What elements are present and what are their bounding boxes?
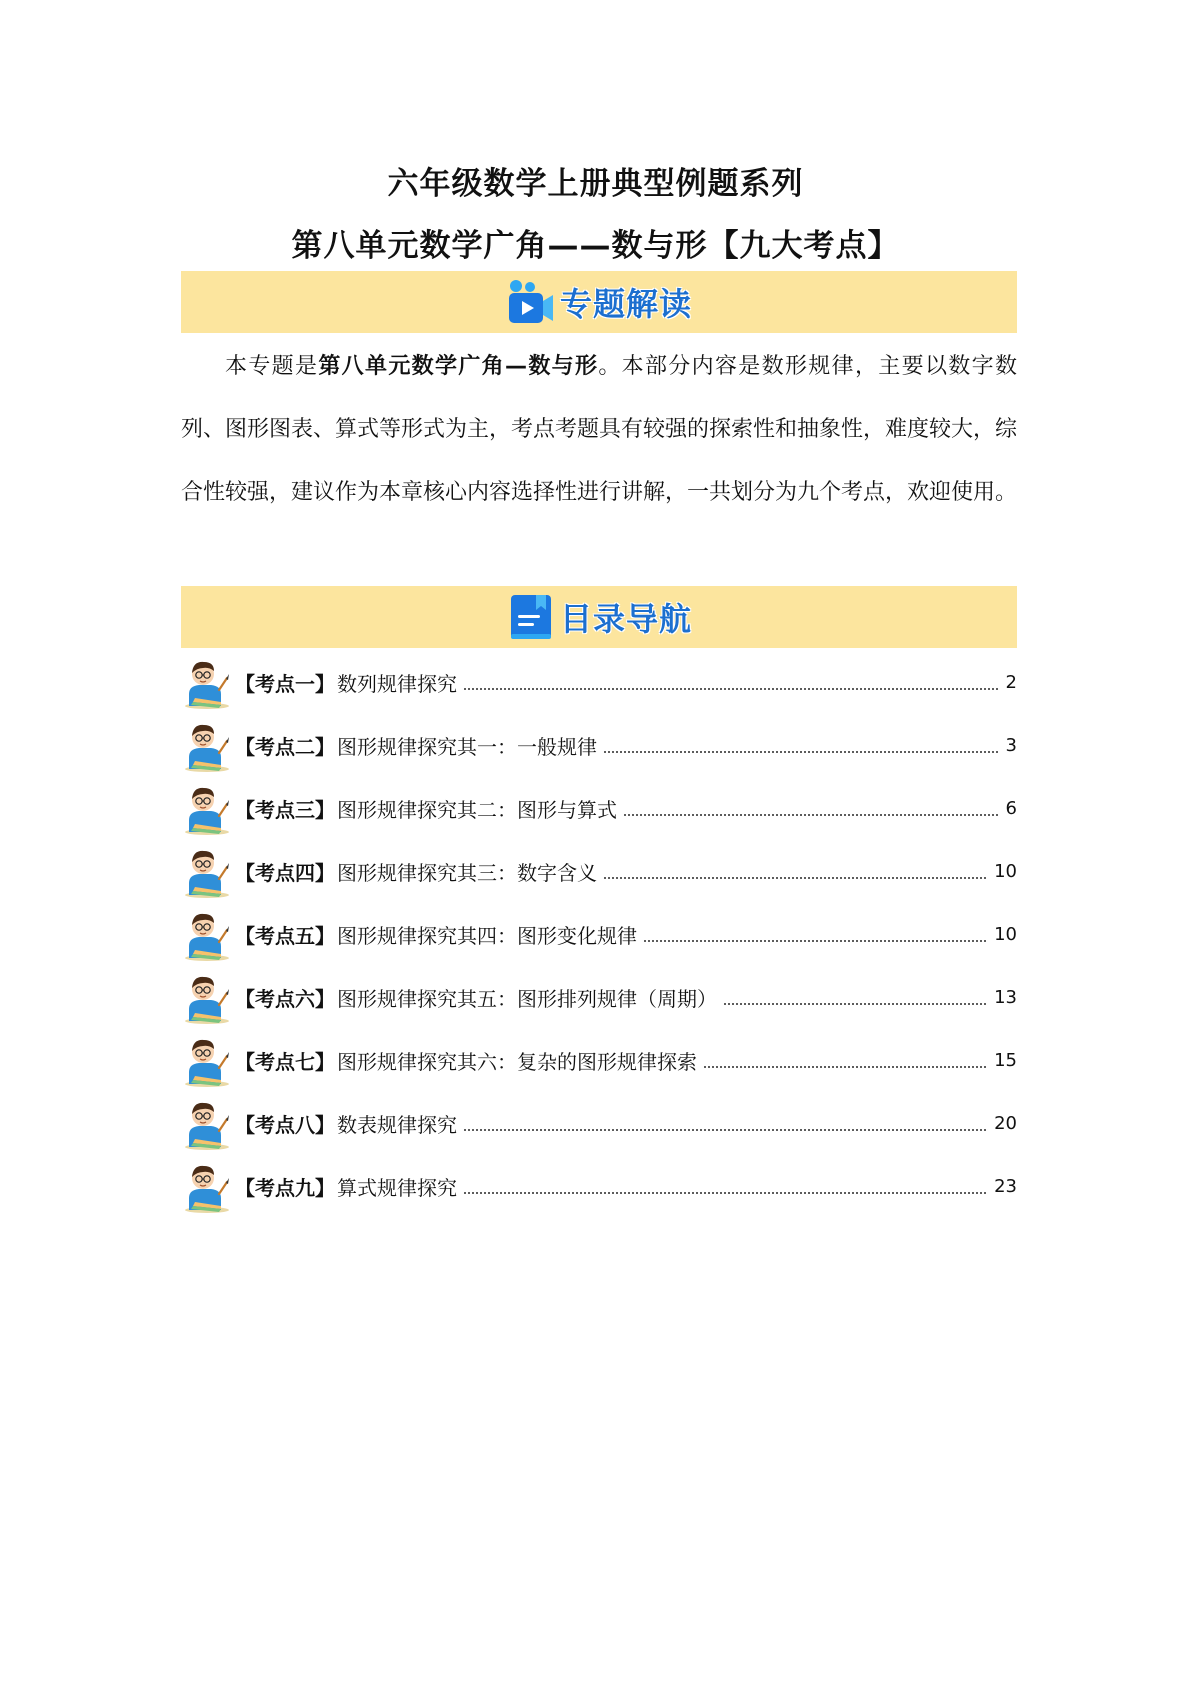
intro-text-start: 本专题是 xyxy=(225,354,319,379)
topic-intro-banner xyxy=(181,271,1017,333)
toc-entry-title: 数表规律探究 xyxy=(337,1113,457,1137)
toc-leader-dots xyxy=(463,1191,988,1195)
toc-entry-title: 算式规律探究 xyxy=(337,1176,457,1200)
toc-entry[interactable] xyxy=(181,903,1017,966)
toc-entry-label: 【考点二】 xyxy=(235,735,335,759)
toc-leader-dots xyxy=(463,1128,988,1132)
toc-entry-page: 13 xyxy=(994,987,1017,1008)
toc-entry-title: 数列规律探究 xyxy=(337,672,457,696)
toc-entry-page: 15 xyxy=(994,1050,1017,1071)
toc-entry-title: 图形规律探究其一：一般规律 xyxy=(337,735,597,759)
intro-text-emphasis: 第八单元数学广角—数与形 xyxy=(318,354,599,379)
toc-entry-title: 图形规律探究其六：复杂的图形规律探索 xyxy=(337,1050,697,1074)
video-play-icon xyxy=(506,277,556,327)
document-bookmark-icon xyxy=(506,592,556,642)
student-reading-icon xyxy=(181,1034,233,1088)
toc-entry-page: 3 xyxy=(1005,735,1017,756)
toc-entry[interactable] xyxy=(181,651,1017,714)
student-reading-icon xyxy=(181,1097,233,1151)
toc-entry-label: 【考点六】 xyxy=(235,987,335,1011)
toc-leader-dots xyxy=(603,750,1000,754)
toc-entry-label: 【考点八】 xyxy=(235,1113,335,1137)
student-reading-icon xyxy=(181,656,233,710)
toc-entry[interactable] xyxy=(181,777,1017,840)
student-reading-icon xyxy=(181,782,233,836)
toc-entry[interactable] xyxy=(181,714,1017,777)
intro-text-rest: 。本部分内容是数形规律，主要以数字数列、图形图表、算式等形式为主，考点考题具有较强的探索性和抽象性，难度较大，综合性较强，建议作为本章核心内容选择性进行讲解，一共划分为九个考点，欢迎使用。 xyxy=(181,354,1018,505)
toc-leader-dots xyxy=(703,1065,988,1069)
topic-intro-paragraph xyxy=(181,335,1017,524)
toc-entry-title: 图形规律探究其三：数字含义 xyxy=(337,861,597,885)
toc-leader-dots xyxy=(603,876,988,880)
toc-entry-label: 【考点一】 xyxy=(235,672,335,696)
toc-entry-page: 6 xyxy=(1005,798,1017,819)
toc-leader-dots xyxy=(643,939,988,943)
topic-intro-heading: 专题解读 xyxy=(559,285,692,323)
toc-entry-label: 【考点四】 xyxy=(235,861,335,885)
toc-leader-dots xyxy=(623,813,1000,817)
toc-entry-title: 图形规律探究其五：图形排列规律（周期） xyxy=(337,987,717,1011)
toc-entry-label: 【考点七】 xyxy=(235,1050,335,1074)
toc-entry[interactable] xyxy=(181,1029,1017,1092)
toc-entry-page: 20 xyxy=(994,1113,1017,1134)
toc-entry[interactable] xyxy=(181,1155,1017,1218)
toc-entry-page: 10 xyxy=(994,924,1017,945)
toc-entry-page: 10 xyxy=(994,861,1017,882)
student-reading-icon xyxy=(181,1160,233,1214)
toc-entry-page: 23 xyxy=(994,1176,1017,1197)
toc-leader-dots xyxy=(463,687,1000,691)
toc-entry[interactable] xyxy=(181,1092,1017,1155)
toc-heading: 目录导航 xyxy=(559,600,692,638)
toc-entry-title: 图形规律探究其二：图形与算式 xyxy=(337,798,617,822)
toc-entry-page: 2 xyxy=(1005,672,1017,693)
document-title: 六年级数学上册典型例题系列 xyxy=(387,166,804,202)
toc-banner xyxy=(181,586,1017,648)
toc-entry[interactable] xyxy=(181,966,1017,1029)
document-subtitle: 第八单元数学广角——数与形【九大考点】 xyxy=(291,228,900,264)
toc-entry-label: 【考点三】 xyxy=(235,798,335,822)
student-reading-icon xyxy=(181,908,233,962)
student-reading-icon xyxy=(181,971,233,1025)
toc-entry-label: 【考点五】 xyxy=(235,924,335,948)
toc-leader-dots xyxy=(723,1002,988,1006)
student-reading-icon xyxy=(181,719,233,773)
table-of-contents xyxy=(181,651,1017,1218)
toc-entry[interactable] xyxy=(181,840,1017,903)
student-reading-icon xyxy=(181,845,233,899)
toc-entry-label: 【考点九】 xyxy=(235,1176,335,1200)
toc-entry-title: 图形规律探究其四：图形变化规律 xyxy=(337,924,637,948)
